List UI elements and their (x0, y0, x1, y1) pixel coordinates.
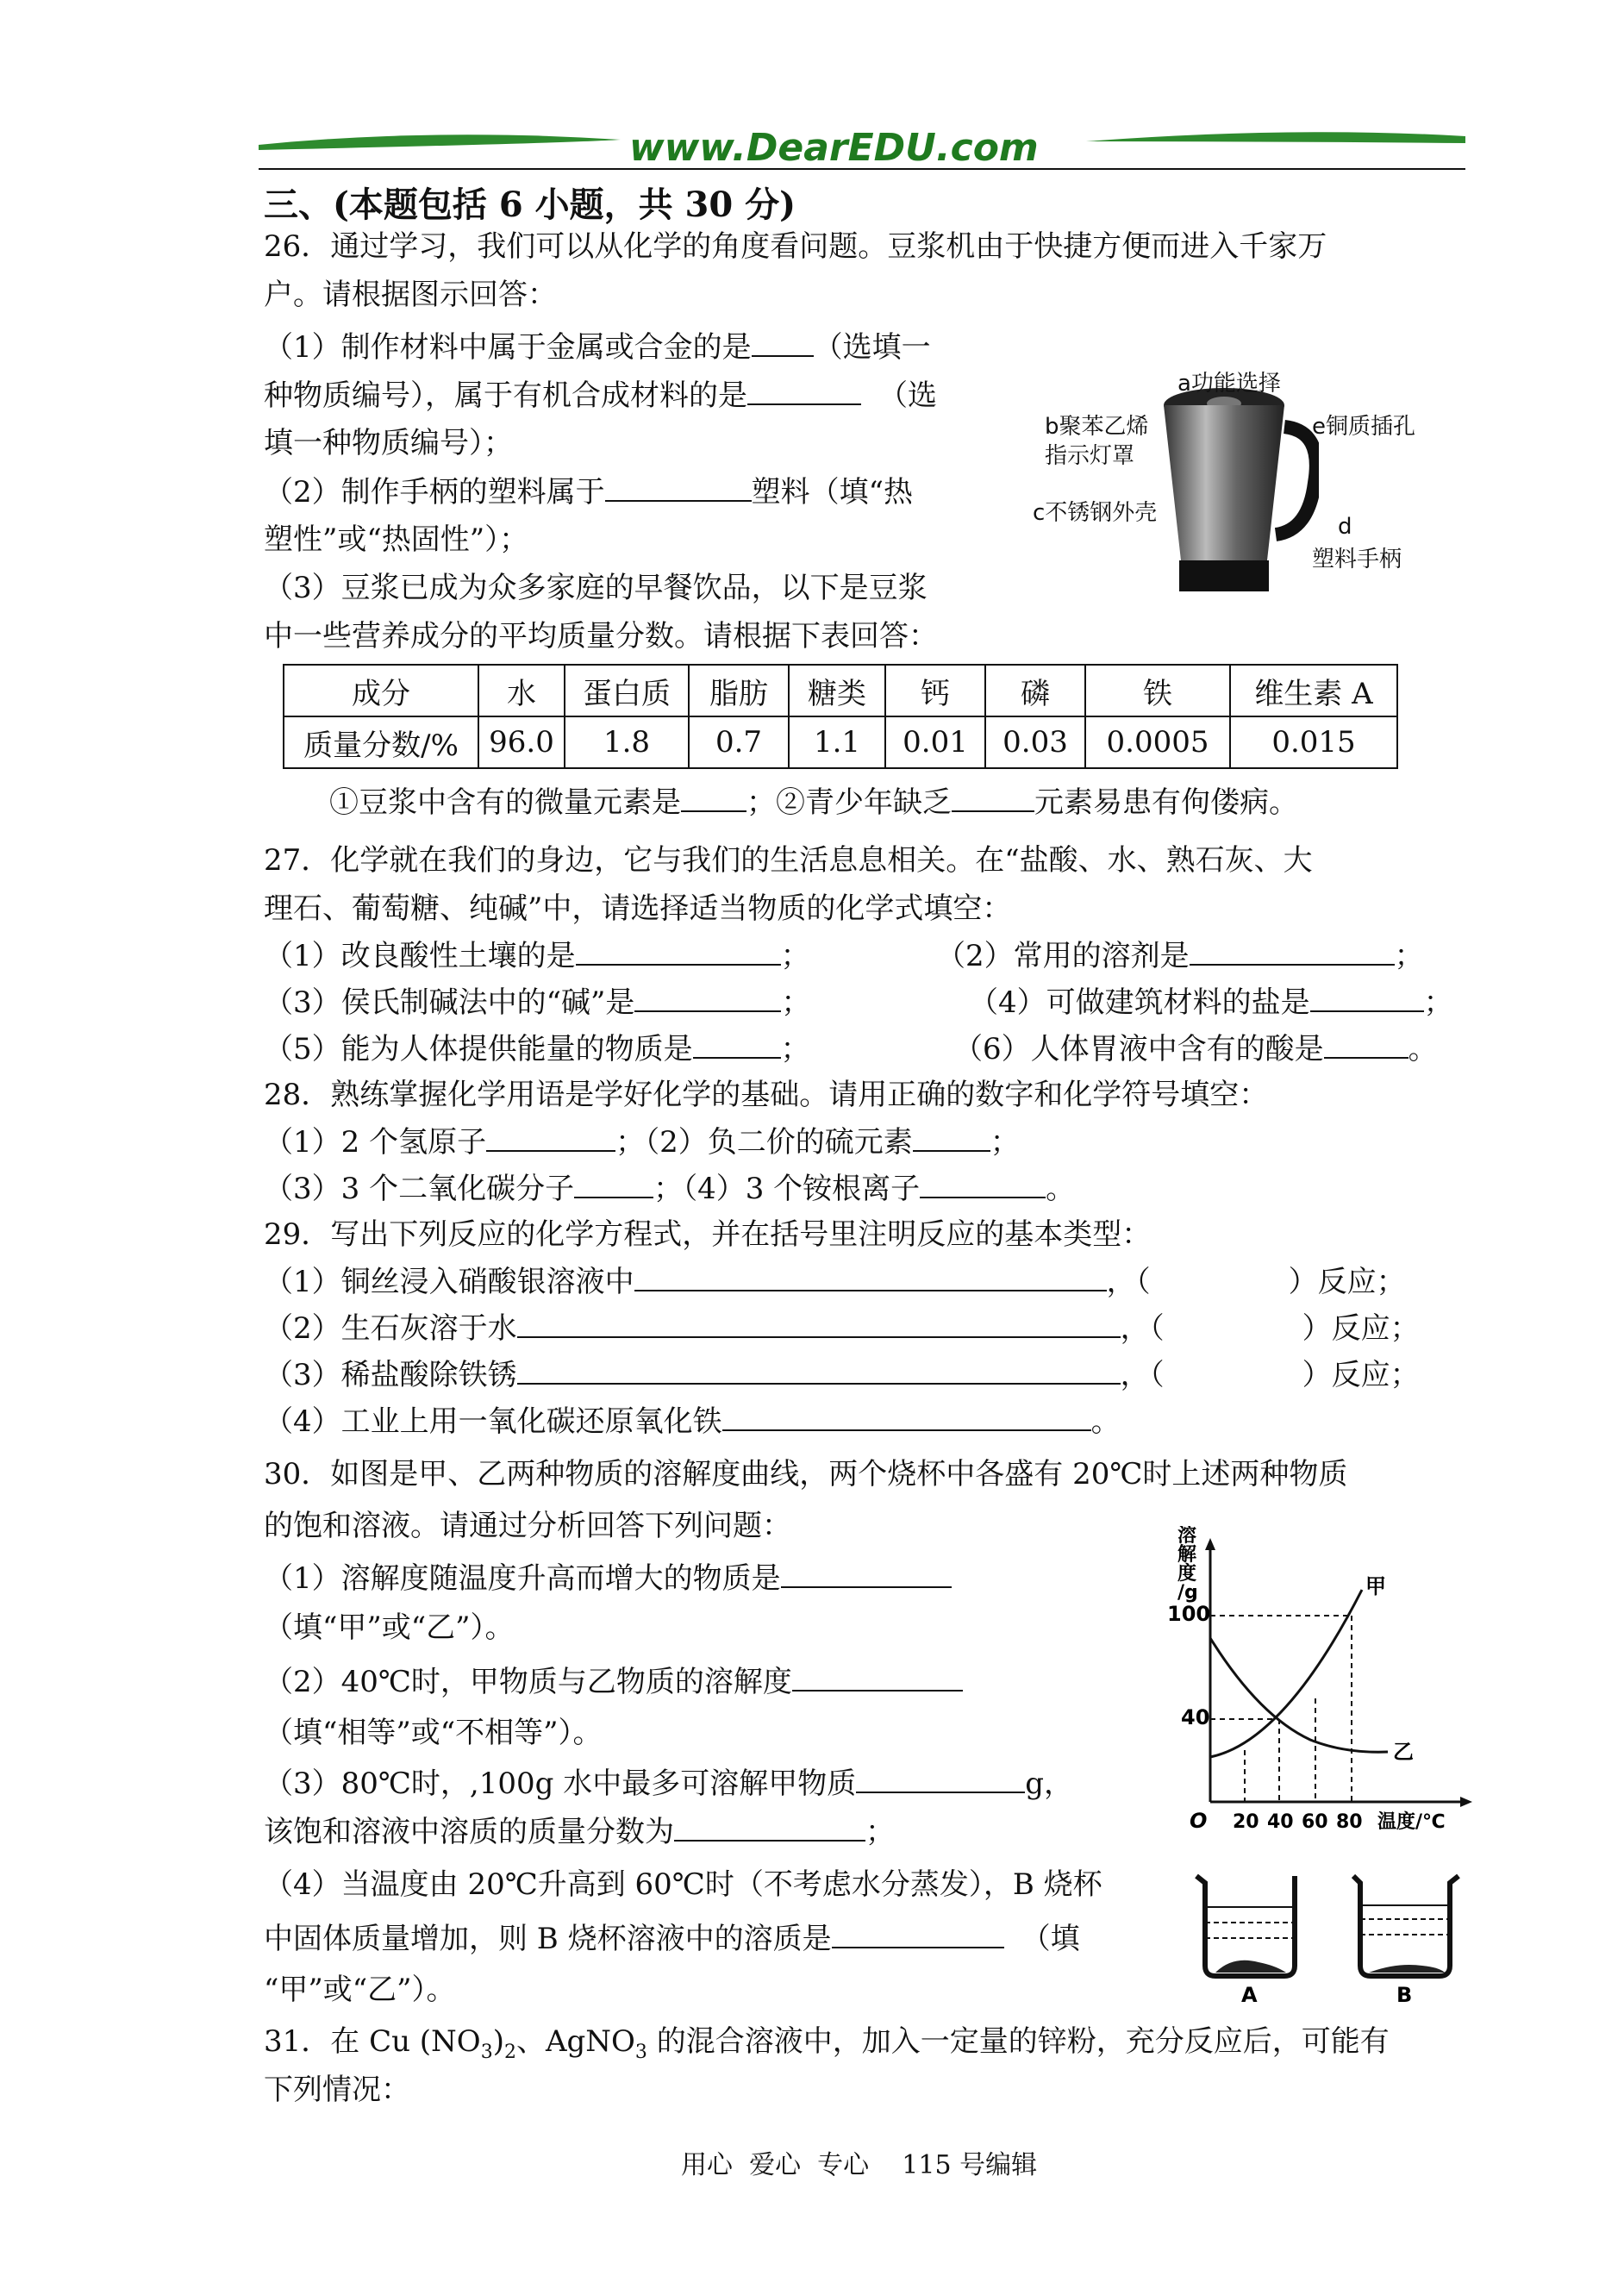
q27-line1: 27．化学就在我们的身边，它与我们的生活息息相关。在“盐酸、水、熟石灰、大 (264, 843, 1313, 878)
q29-text: ，（ (1120, 1311, 1165, 1346)
q28-text: ；（2）负二价的硫元素 (615, 1125, 913, 1160)
q27-punct: ； (781, 985, 811, 1020)
q27-item4 (969, 985, 1453, 1020)
q31-text: 31．在 Cu (NO (264, 2024, 481, 2059)
q27-punct: ； (1394, 939, 1424, 973)
q31-text: ) (492, 2024, 504, 2059)
q29-text: 。 (1090, 1404, 1121, 1439)
q27-item6 (953, 1031, 1438, 1066)
q30-blank2[interactable] (792, 1664, 963, 1692)
q29-reaction3 (264, 1357, 1420, 1392)
q27-blank6[interactable] (1324, 1031, 1409, 1059)
beaker-a-label: A (1241, 1983, 1258, 2007)
q29-blank3[interactable] (517, 1357, 1121, 1385)
label-d2: 塑料手柄 (1312, 547, 1402, 572)
table-cell: 0.0005 (1085, 716, 1230, 768)
label-a: a功能选择 (1177, 371, 1281, 397)
q27-item-text: （2）常用的溶剂是 (936, 939, 1190, 973)
soymilk-maker-illustration (1155, 379, 1319, 603)
table-cell: 质量分数/% (284, 716, 478, 768)
q26-line2: 户。请根据图示回答： (264, 278, 557, 312)
label-c: c不锈钢外壳 (1033, 500, 1158, 526)
table-header-row (284, 665, 1397, 716)
series-label-jia: 甲 (1365, 1574, 1386, 1598)
q27-line2: 理石、葡萄糖、纯碱”中，请选择适当物质的化学式填空： (264, 891, 1012, 926)
series-label-yi: 乙 (1393, 1740, 1414, 1764)
q26-part2-line2: 塑性”或“热固性”）； (264, 522, 529, 557)
q28-text: （3）3 个二氧化碳分子 (264, 1172, 575, 1206)
q26-p1-text3: 种物质编号），属于有机合成材料的是 (264, 378, 747, 413)
q27-blank4[interactable] (1310, 985, 1424, 1012)
beaker-b (1353, 1876, 1458, 2007)
q30-part3-line1 (264, 1766, 1073, 1801)
q28-line3 (264, 1171, 1075, 1206)
q26-sub-text3: 元素易患有佝偻病。 (1034, 785, 1298, 820)
q26-part1-line3: 填一种物质编号）； (264, 426, 513, 460)
q30-blank4[interactable] (674, 1814, 865, 1842)
q30-text: 该饱和溶液中溶质的质量分数为 (264, 1815, 674, 1849)
q29-blank2[interactable] (517, 1310, 1121, 1338)
x-axis-arrow (1460, 1797, 1472, 1807)
table-cell: 蛋白质 (565, 665, 689, 716)
y-tick-40: 40 (1181, 1705, 1210, 1729)
q28-text: 。 (1046, 1172, 1076, 1206)
q26-part2-line1 (264, 474, 913, 510)
q26-part3-line2: 中一些营养成分的平均质量分数。请根据下表回答： (264, 619, 938, 653)
y-axis-label-2: 解 (1177, 1544, 1197, 1566)
q26-p1-blank2[interactable] (747, 378, 861, 405)
y-tick-100: 100 (1167, 1602, 1211, 1626)
q28-blank1[interactable] (486, 1124, 615, 1152)
q27-item-text: （1）改良酸性土壤的是 (264, 939, 576, 973)
q26-p1-blank1[interactable] (752, 329, 814, 357)
q29-text: （2）生石灰溶于水 (264, 1311, 517, 1346)
q27-item2 (936, 938, 1424, 973)
page-footer: 用心 爱心 专心 115 号编辑 (681, 2150, 1038, 2180)
table-row (284, 716, 1397, 768)
x-tick-40: 40 (1267, 1811, 1294, 1833)
q28-blank4[interactable] (920, 1171, 1046, 1198)
q30-part4-line1: （4）当温度由 20℃升高到 60℃时（不考虑水分蒸发），B 烧杯 (264, 1867, 1102, 1902)
q26-p2-text2: 塑料（填“热 (751, 475, 914, 510)
q30-text: g， (1025, 1767, 1073, 1801)
q30-text: （1）溶解度随温度升高而增大的物质是 (264, 1561, 781, 1596)
q29-text: ，（ (1120, 1358, 1165, 1392)
q29-text: ）反应； (1302, 1358, 1420, 1392)
table-cell: 0.03 (985, 716, 1085, 768)
q28-text: （1）2 个氢原子 (264, 1125, 487, 1160)
q26-sub-text1: ①豆浆中含有的微量元素是 (329, 785, 681, 820)
q31-subscript: 3 (634, 2041, 647, 2063)
q29-text: （4）工业上用一氧化碳还原氧化铁 (264, 1404, 722, 1439)
q29-text: （3）稀盐酸除铁锈 (264, 1358, 517, 1392)
q31-text: 的混合溶液中，加入一定量的锌粉，充分反应后，可能有 (646, 2024, 1390, 2059)
q30-part1-line1 (264, 1560, 952, 1596)
q26-part1-line2 (264, 378, 937, 413)
q30-part1-line2: （填“甲”或“乙”）。 (264, 1610, 515, 1645)
label-b1: b聚苯乙烯 (1045, 414, 1149, 440)
q27-item5 (264, 1031, 810, 1066)
q29-blank4[interactable] (722, 1404, 1091, 1431)
q30-text: ； (865, 1815, 895, 1849)
q28-blank3[interactable] (574, 1171, 653, 1198)
q29-text: ）反应； (1302, 1311, 1420, 1346)
q30-part2-line2: （填“相等”或“不相等”）。 (264, 1716, 603, 1750)
q30-text: （3）80℃时，,100g 水中最多可溶解甲物质 (264, 1767, 857, 1801)
q31-line2: 下列情况： (264, 2073, 410, 2107)
q27-blank1[interactable] (576, 938, 781, 966)
x-tick-80: 80 (1336, 1811, 1363, 1833)
curve-yi (1210, 1638, 1388, 1752)
q30-blank1[interactable] (781, 1560, 952, 1588)
y-axis-label-3: 度 (1177, 1563, 1197, 1585)
q31-subscript: 2 (503, 2041, 516, 2063)
table-cell: 1.8 (565, 716, 689, 768)
label-e: e铜质插孔 (1312, 414, 1415, 440)
solubility-graph (1155, 1526, 1483, 1836)
table-cell: 铁 (1085, 665, 1230, 716)
q27-punct: ； (780, 1032, 810, 1066)
q27-item-text: （4）可做建筑材料的盐是 (969, 985, 1310, 1020)
q26-sub-blank2[interactable] (952, 785, 1034, 812)
q30-line2: 的饱和溶液。请通过分析回答下列问题： (264, 1509, 791, 1543)
q26-p2-blank[interactable] (605, 474, 752, 502)
q27-blank5[interactable] (693, 1031, 781, 1059)
table-cell: 水 (478, 665, 565, 716)
q29-text: ）反应； (1288, 1265, 1406, 1299)
q27-punct: 。 (1408, 1032, 1438, 1066)
q29-blank1[interactable] (634, 1264, 1107, 1291)
q31-line1 (264, 2024, 1390, 2070)
q26-sub-questions (329, 785, 1298, 820)
q30-part4-line2 (264, 1921, 1080, 1956)
table-cell: 96.0 (478, 716, 565, 768)
q29-reaction4 (264, 1404, 1121, 1439)
q27-punct: ； (1423, 985, 1453, 1020)
nutrition-table (283, 664, 1398, 769)
q30-blank5[interactable] (832, 1921, 1004, 1948)
q30-part2-line1 (264, 1664, 963, 1699)
y-axis-arrow (1205, 1538, 1215, 1550)
q29-reaction2 (264, 1310, 1420, 1346)
q30-line1: 30．如图是甲、乙两种物质的溶解度曲线，两个烧杯中各盛有 20℃时上述两种物质 (264, 1457, 1348, 1491)
table-cell: 0.01 (885, 716, 985, 768)
label-d1: d (1338, 514, 1352, 540)
q26-sub-text2: ；②青少年缺乏 (746, 785, 952, 820)
q31-subscript: 3 (480, 2041, 493, 2063)
beaker-b-label: B (1396, 1983, 1413, 2007)
q30-part4-line3: “甲”或“乙”）。 (264, 1973, 456, 2007)
q28-line2 (264, 1124, 1020, 1160)
q29-text: （1）铜丝浸入硝酸银溶液中 (264, 1265, 634, 1299)
q28-text: ；（4）3 个铵根离子 (653, 1172, 921, 1206)
q26-part3-line1: （3）豆浆已成为众多家庭的早餐饮品，以下是豆浆 (264, 571, 928, 605)
header-site: www.DearEDU.com (629, 126, 1039, 170)
q26-p1-text: （1）制作材料中属于金属或合金的是 (264, 330, 752, 365)
q27-blank3[interactable] (634, 985, 781, 1012)
table-cell: 0.015 (1230, 716, 1397, 768)
q26-sub-blank1[interactable] (681, 785, 746, 812)
beakers-figure (1190, 1862, 1483, 2009)
q27-item1 (264, 938, 810, 973)
section-title: 三、(本题包括 6 小题，共 30 分) (264, 184, 796, 225)
q31-text: 、AgNO (515, 2024, 635, 2059)
beaker-a (1196, 1876, 1295, 2007)
q30-text: 中固体质量增加，则 B 烧杯溶液中的溶质是 (264, 1922, 832, 1956)
label-b2: 指示灯罩 (1045, 443, 1135, 469)
q27-item-text: （6）人体胃液中含有的酸是 (953, 1032, 1324, 1066)
x-tick-60: 60 (1302, 1811, 1328, 1833)
table-cell: 糖类 (789, 665, 885, 716)
q30-part3-line2 (264, 1814, 895, 1849)
q29-text: ，（ (1106, 1265, 1151, 1299)
q29-line1: 29．写出下列反应的化学方程式，并在括号里注明反应的基本类型： (264, 1217, 1152, 1252)
x-axis-label: 温度/℃ (1377, 1811, 1446, 1833)
origin-label: O (1190, 1809, 1208, 1833)
q26-line1: 26．通过学习，我们可以从化学的角度看问题。豆浆机由于快捷方便而进入千家万 (264, 229, 1327, 264)
table-cell: 1.1 (789, 716, 885, 768)
table-cell: 成分 (284, 665, 478, 716)
q27-item3 (264, 985, 810, 1020)
table-cell: 维生素 A (1230, 665, 1397, 716)
q27-blank2[interactable] (1190, 938, 1395, 966)
q27-item-text: （3）侯氏制碱法中的“碱”是 (264, 985, 635, 1020)
q27-item-text: （5）能为人体提供能量的物质是 (264, 1032, 693, 1066)
table-cell: 钙 (885, 665, 985, 716)
q27-punct: ； (780, 939, 810, 973)
q28-text: ； (990, 1125, 1020, 1160)
q26-p1-text2: （选填一 (813, 330, 931, 365)
y-axis-label-4: /g (1177, 1582, 1198, 1604)
q26-p1-text4: （选 (878, 378, 937, 413)
x-tick-20: 20 (1233, 1811, 1259, 1833)
q28-blank2[interactable] (913, 1124, 990, 1152)
y-axis-label-1: 溶 (1177, 1526, 1197, 1547)
q30-blank3[interactable] (856, 1766, 1025, 1793)
table-cell: 0.7 (689, 716, 789, 768)
q29-reaction1 (264, 1264, 1406, 1299)
q28-line1: 28．熟练掌握化学用语是学好化学的基础。请用正确的数字和化学符号填空： (264, 1078, 1269, 1112)
q30-text: （2）40℃时，甲物质与乙物质的溶解度 (264, 1665, 792, 1699)
q26-p2-text: （2）制作手柄的塑料属于 (264, 475, 605, 510)
q30-text: （填 (1021, 1922, 1080, 1956)
table-cell: 磷 (985, 665, 1085, 716)
q26-part1-line1 (264, 329, 931, 365)
table-cell: 脂肪 (689, 665, 789, 716)
